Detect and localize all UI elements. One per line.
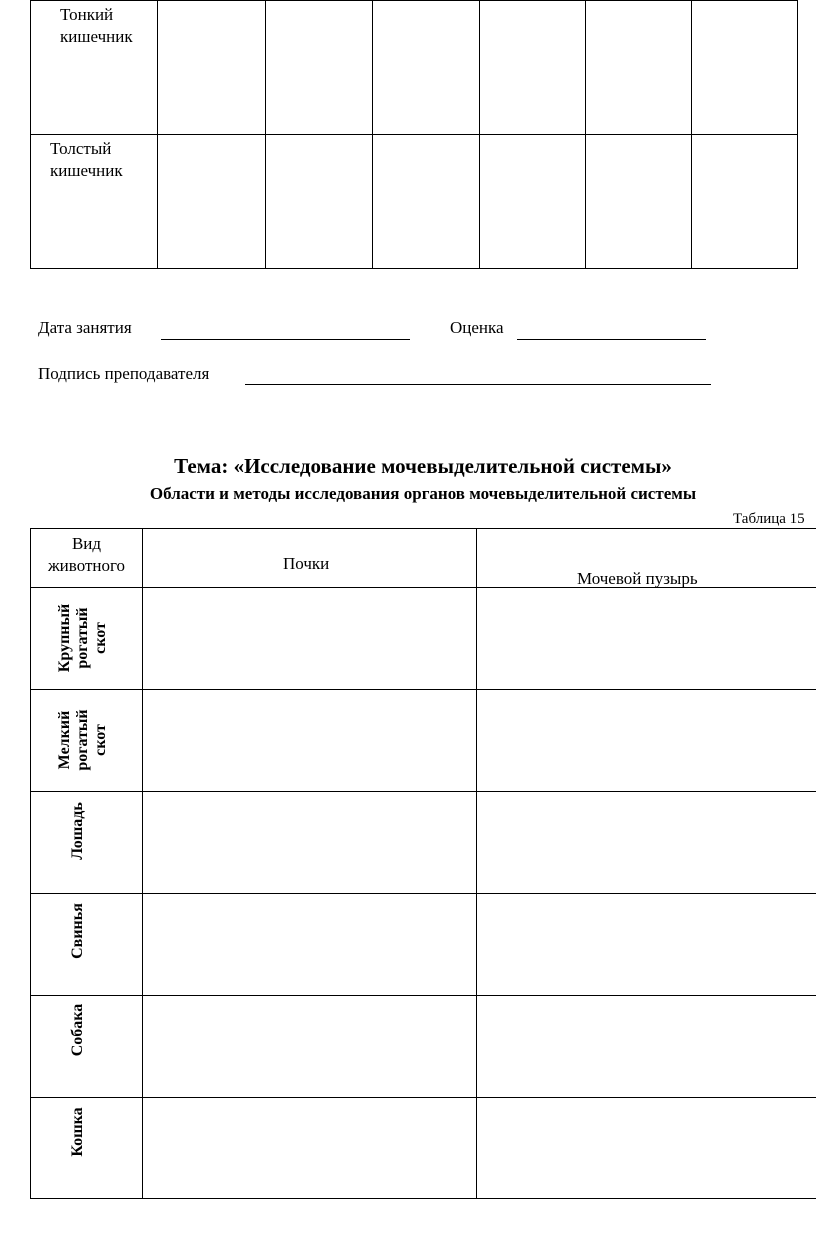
row-label-line: кишечник bbox=[60, 27, 133, 46]
table-divider bbox=[30, 587, 816, 588]
table-divider bbox=[479, 0, 480, 269]
row-label-cat bbox=[69, 1079, 89, 1185]
table-border bbox=[30, 0, 798, 1]
table-divider bbox=[30, 791, 816, 792]
table-divider bbox=[142, 528, 143, 1199]
row-label-line: рогатый bbox=[74, 709, 91, 771]
row-label-small-intestine bbox=[60, 4, 133, 48]
row-label-line: Кошка bbox=[69, 1107, 86, 1157]
row-label-line: Тонкий bbox=[60, 5, 114, 24]
table-divider bbox=[30, 893, 816, 894]
row-label-line: Лошадь bbox=[69, 802, 86, 860]
header-bladder: Мочевой пузырь bbox=[577, 569, 698, 588]
row-label-line: Мелкий bbox=[56, 710, 73, 770]
date-field[interactable] bbox=[161, 339, 410, 340]
table-border bbox=[30, 528, 31, 1199]
signature-field[interactable] bbox=[245, 384, 711, 385]
topic-title: Тема: «Исследование мочевыделительной системы» bbox=[174, 454, 672, 478]
row-label-line: рогатый bbox=[74, 607, 91, 669]
header-line: Вид bbox=[71, 534, 102, 553]
table-divider bbox=[30, 995, 816, 996]
table-divider bbox=[476, 528, 477, 1199]
table-divider bbox=[372, 0, 373, 269]
table-border bbox=[30, 268, 798, 269]
row-label-dog bbox=[69, 977, 89, 1083]
date-label: Дата занятия bbox=[38, 318, 132, 337]
table-border bbox=[30, 528, 816, 529]
row-label-line: Свинья bbox=[69, 903, 86, 959]
table-divider bbox=[157, 0, 158, 269]
table-border bbox=[30, 1198, 816, 1199]
row-label-large-intestine bbox=[50, 138, 123, 182]
header-line: животного bbox=[47, 556, 126, 575]
row-label-line: кишечник bbox=[50, 161, 123, 180]
row-label-pig bbox=[69, 878, 89, 984]
table-divider bbox=[691, 0, 692, 269]
row-label-line: скот bbox=[92, 724, 109, 756]
table-divider bbox=[585, 0, 586, 269]
row-label-horse bbox=[69, 778, 89, 884]
table-border bbox=[30, 0, 31, 269]
topic-subtitle: Области и методы исследования органов мочевыделительной системы bbox=[149, 484, 697, 503]
row-label-line: Крупный bbox=[56, 603, 73, 673]
signature-label: Подпись преподавателя bbox=[38, 364, 210, 383]
table-divider bbox=[30, 689, 816, 690]
table-border bbox=[797, 0, 798, 269]
table-divider bbox=[30, 134, 798, 135]
header-animal-type bbox=[30, 533, 143, 577]
grade-label: Оценка bbox=[450, 318, 504, 337]
table-caption: Таблица 15 bbox=[733, 511, 805, 527]
grade-field[interactable] bbox=[517, 339, 706, 340]
table-divider bbox=[265, 0, 266, 269]
header-kidneys: Почки bbox=[283, 554, 330, 573]
row-label-line: Собака bbox=[69, 1003, 86, 1057]
table-divider bbox=[30, 1097, 816, 1098]
row-label-line: Толстый bbox=[50, 139, 112, 158]
row-label-line: скот bbox=[92, 622, 109, 654]
